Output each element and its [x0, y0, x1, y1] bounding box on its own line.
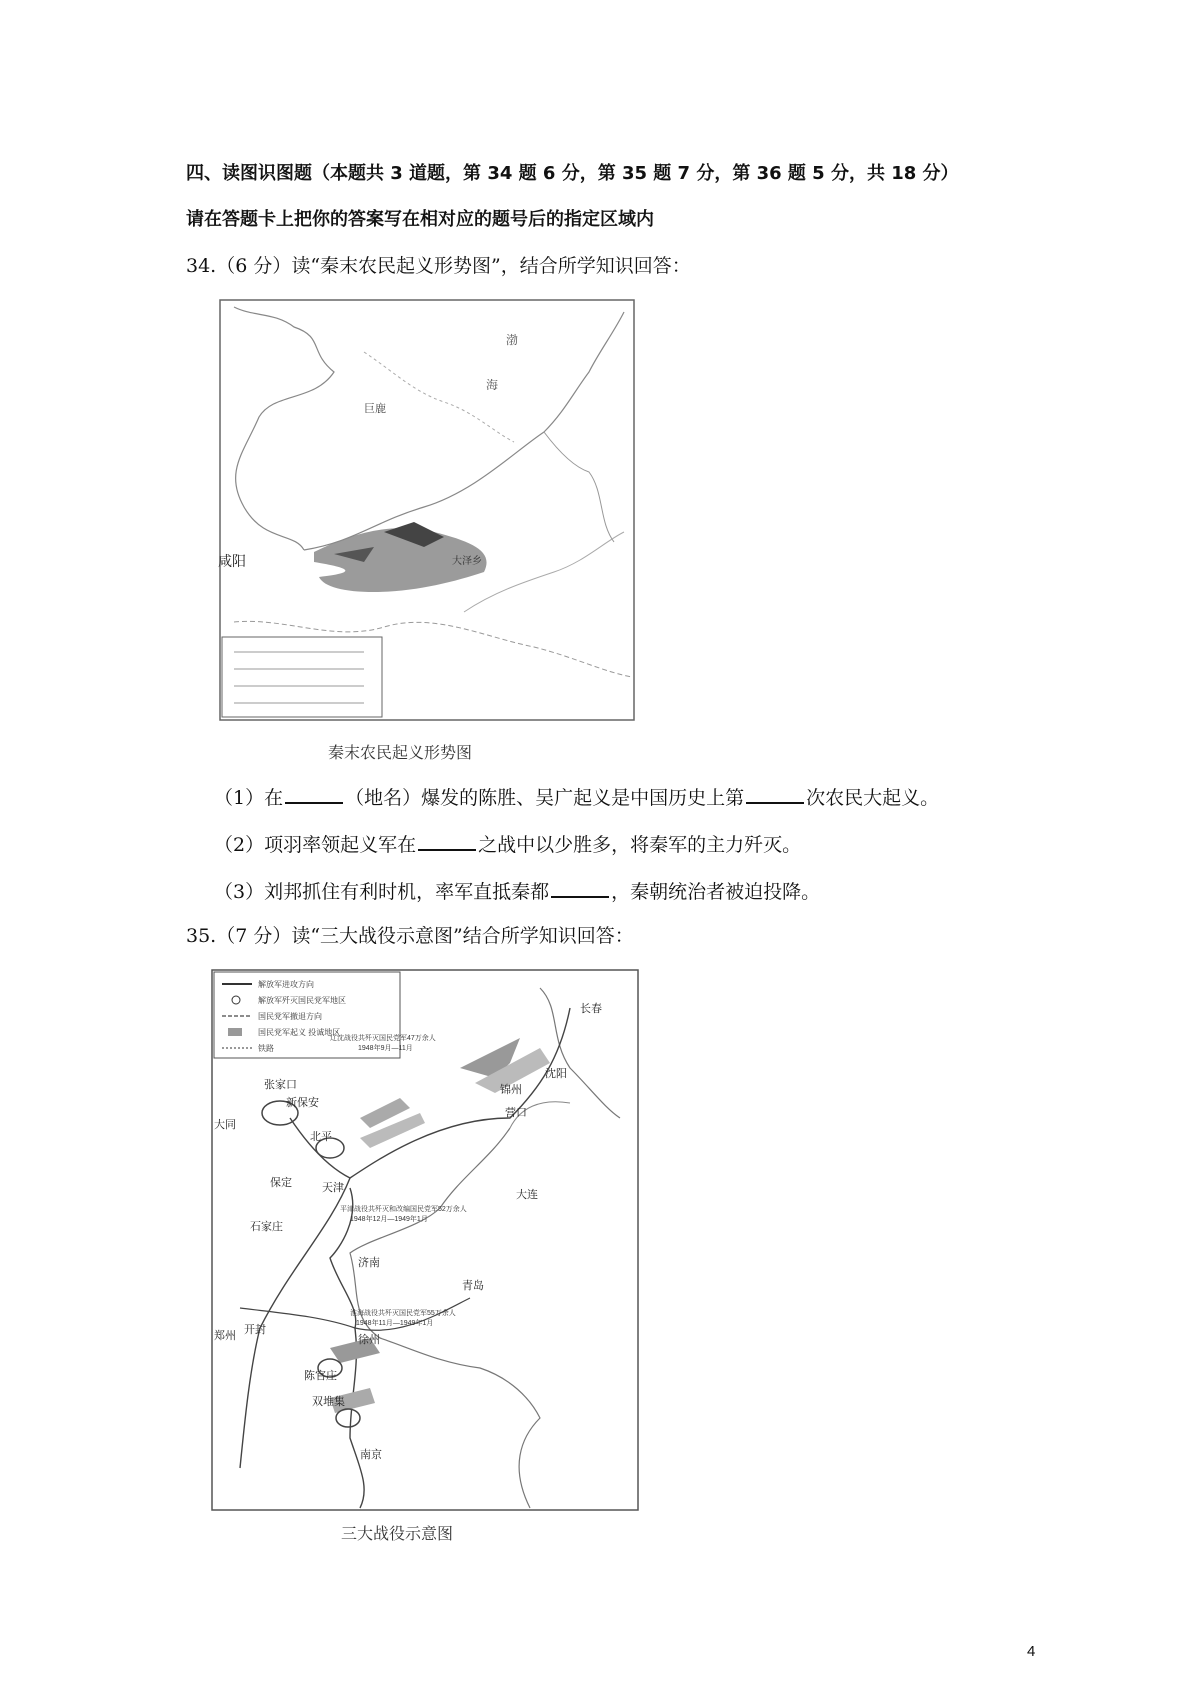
- label-yingkou: 营口: [505, 1107, 527, 1119]
- label-liaoshen-campaign: 辽沈战役共歼灭国民党军47万余人: [330, 1035, 436, 1042]
- qin-map-caption: 秦末农民起义形势图: [328, 743, 473, 762]
- answer-blank-1[interactable]: [285, 782, 343, 804]
- q34-sub1: [214, 782, 939, 811]
- label-shijiazhuang: 石家庄: [250, 1221, 283, 1233]
- label-hai: 海: [486, 378, 499, 392]
- q34-sub3-part-b: ，秦朝统治者被迫投降。: [611, 881, 821, 903]
- q34-sub1-part-c: 次农民大起义。: [806, 787, 940, 809]
- legend-item-2: 解放军歼灭国民党军地区: [258, 996, 346, 1005]
- label-julu: 巨鹿: [364, 403, 386, 415]
- label-shenyang: 沈阳: [545, 1068, 567, 1080]
- q34-stem: 34.（6 分）读“秦末农民起义形势图”，结合所学知识回答：: [186, 255, 691, 277]
- label-bo: 渤: [506, 333, 519, 347]
- label-jinan: 济南: [358, 1257, 380, 1269]
- label-jinzhou: 锦州: [500, 1084, 522, 1096]
- legend-item-4: 国民党军起义 投诚地区: [258, 1028, 341, 1037]
- qin-uprising-map-svg: [214, 292, 642, 735]
- label-liaoshen-date: 1948年9月—11月: [358, 1045, 413, 1052]
- q34-sub3: [214, 876, 820, 905]
- label-baoding: 保定: [270, 1177, 292, 1189]
- label-kaifeng: 开封: [244, 1324, 266, 1336]
- q35-stem: 35.（7 分）读“三大战役示意图”结合所学知识回答：: [186, 925, 634, 947]
- label-nanjing: 南京: [360, 1449, 382, 1461]
- label-xinbaoan: 新保安: [286, 1097, 319, 1109]
- label-huaihai-campaign: 淮海战役共歼灭国民党军55万余人: [350, 1310, 456, 1317]
- label-shuangduiji: 双堆集: [312, 1396, 345, 1408]
- answer-blank-3[interactable]: [418, 829, 476, 851]
- legend-item-1: 解放军进攻方向: [258, 980, 314, 989]
- q34-sub1-part-b: （地名）爆发的陈胜、吴广起义是中国历史上第: [345, 787, 745, 809]
- label-dazexiang: 大泽乡: [452, 556, 482, 567]
- qin-uprising-map: [214, 292, 642, 735]
- label-beiping: 北平: [310, 1131, 332, 1143]
- label-huaihai-date: 1948年11月—1949年1月: [356, 1320, 434, 1327]
- page-number: 4: [1027, 1643, 1036, 1660]
- three-campaigns-map: [210, 968, 642, 1515]
- label-tianjin: 天津: [322, 1182, 344, 1194]
- three-campaigns-map-svg: [210, 968, 642, 1515]
- q34-sub1-part-a: （1）在: [214, 787, 284, 809]
- q34-sub2: [214, 829, 801, 858]
- section-instruction: 请在答题卡上把你的答案写在相对应的题号后的指定区域内: [186, 209, 654, 230]
- label-changchun: 长春: [580, 1003, 602, 1015]
- q34-sub3-part-a: （3）刘邦抓住有利时机，率军直抵秦都: [214, 881, 550, 903]
- section-title: 四、读图识图题（本题共 3 道题，第 34 题 6 分，第 35 题 7 分，第 36 题 5 分，共 18 分）: [186, 163, 959, 184]
- label-zhengzhou: 郑州: [214, 1330, 236, 1342]
- answer-blank-2[interactable]: [746, 782, 804, 804]
- label-chenguanzhuang: 陈官庄: [304, 1370, 337, 1382]
- campaigns-map-caption: 三大战役示意图: [341, 1524, 454, 1543]
- answer-blank-4[interactable]: [551, 876, 609, 898]
- q34-sub2-part-a: （2）项羽率领起义军在: [214, 834, 417, 856]
- label-qingdao: 青岛: [462, 1280, 484, 1292]
- legend-item-5: 铁路: [258, 1044, 274, 1053]
- label-dalian: 大连: [516, 1189, 538, 1201]
- label-zhangjiakou: 张家口: [264, 1079, 297, 1091]
- q34-sub2-part-b: 之战中以少胜多，将秦军的主力歼灭。: [478, 834, 802, 856]
- legend-item-3: 国民党军撤退方向: [258, 1012, 322, 1021]
- label-pingjin-campaign: 平津战役共歼灭和改编国民党军52万余人: [340, 1206, 467, 1213]
- label-xuzhou: 徐州: [358, 1334, 380, 1346]
- label-pingjin-date: 1948年12月—1949年1月: [350, 1216, 428, 1223]
- label-datong: 大同: [214, 1119, 236, 1131]
- label-xianyang: 咸阳: [218, 553, 246, 569]
